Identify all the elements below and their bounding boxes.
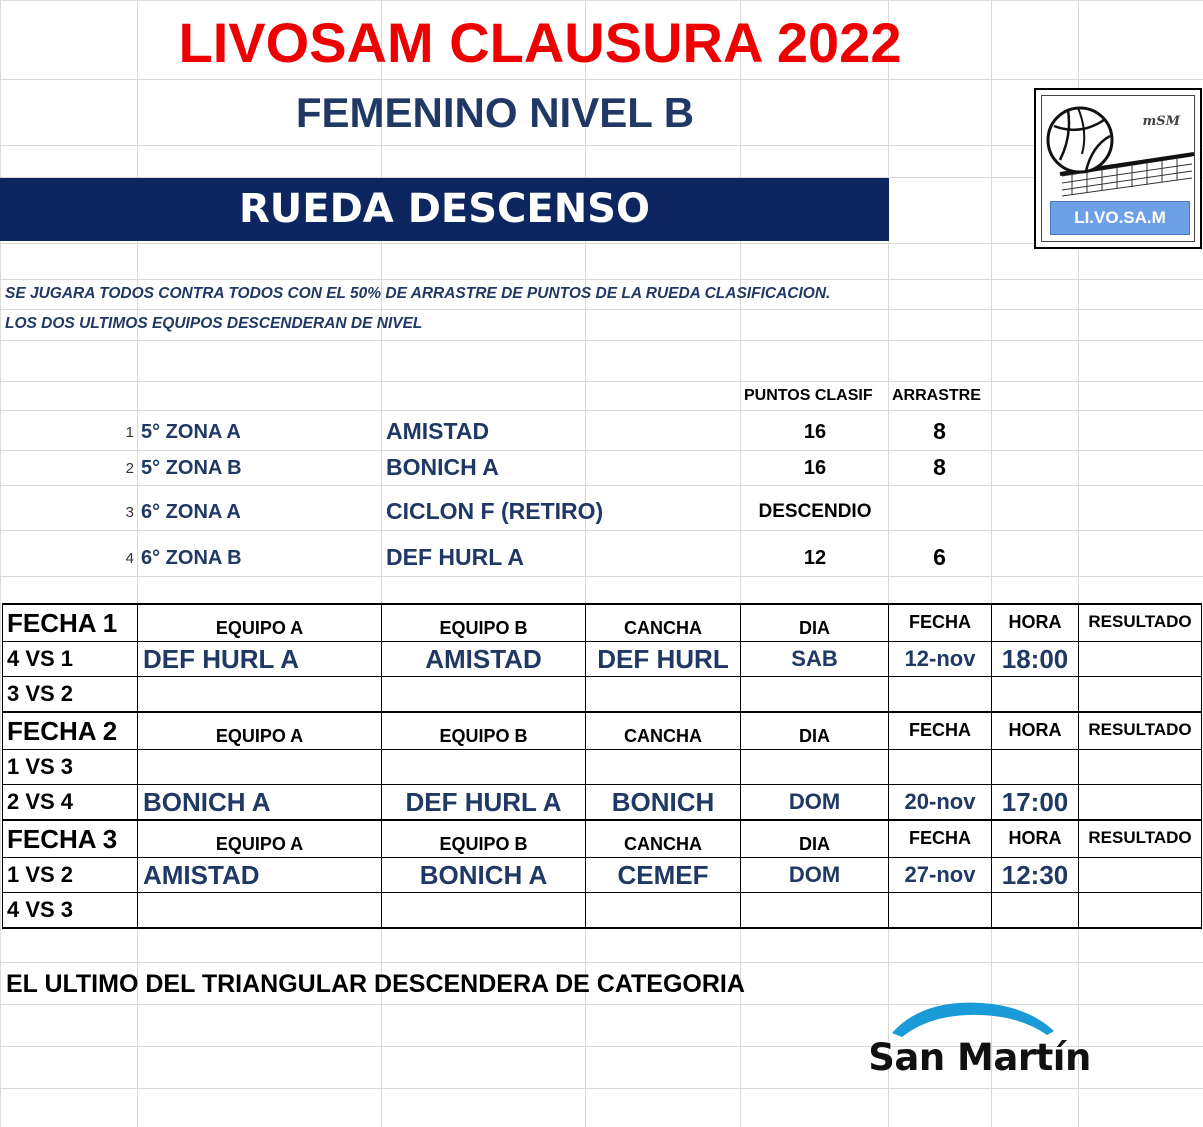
match-team-b: BONICH A bbox=[382, 858, 586, 893]
gridline bbox=[0, 243, 1203, 244]
col-header-day: DIA bbox=[741, 604, 889, 642]
standing-index: 1 bbox=[125, 424, 134, 441]
round-label: FECHA 3 bbox=[3, 820, 138, 858]
standing-zone: 6° ZONA A bbox=[141, 501, 241, 523]
col-header-result: RESULTADO bbox=[1079, 820, 1202, 858]
section-banner-label: RUEDA DESCENSO bbox=[239, 186, 650, 232]
match-team-a bbox=[138, 750, 382, 785]
footer-note: EL ULTIMO DEL TRIANGULAR DESCENDERA DE CATEGORIA bbox=[6, 970, 745, 998]
col-header-result: RESULTADO bbox=[1079, 712, 1202, 750]
match-time bbox=[992, 750, 1079, 785]
match-team-b bbox=[382, 893, 586, 929]
standing-index: 4 bbox=[125, 550, 134, 567]
logo-frame bbox=[1041, 95, 1195, 242]
col-header-date: FECHA bbox=[889, 712, 992, 750]
match-pair: 1 VS 2 bbox=[3, 858, 138, 893]
match-team-b bbox=[382, 677, 586, 713]
match-date bbox=[889, 750, 992, 785]
col-header-time: HORA bbox=[992, 820, 1079, 858]
match-pair: 4 VS 3 bbox=[3, 893, 138, 929]
standing-points: 12 bbox=[803, 547, 827, 569]
standing-points: DESCENDIO bbox=[758, 501, 872, 522]
gridline bbox=[0, 450, 1203, 451]
gridline bbox=[0, 530, 1203, 531]
round-header-row bbox=[3, 712, 1202, 750]
rules-note-1: SE JUGARA TODOS CONTRA TODOS CON EL 50% DE ARRASTRE DE PUNTOS DE LA RUEDA CLASIFICACION. bbox=[5, 285, 831, 302]
match-court: CEMEF bbox=[586, 858, 741, 893]
gridline bbox=[381, 0, 382, 1127]
standing-carry: 8 bbox=[933, 454, 946, 480]
col-header-day: DIA bbox=[741, 820, 889, 858]
match-pair: 2 VS 4 bbox=[3, 785, 138, 821]
match-row bbox=[3, 677, 1202, 713]
gridline bbox=[0, 381, 1203, 382]
col-header-date: FECHA bbox=[889, 820, 992, 858]
league-logo bbox=[1034, 88, 1202, 249]
col-header-team-b: EQUIPO B bbox=[382, 820, 586, 858]
match-team-b bbox=[382, 750, 586, 785]
match-time bbox=[992, 893, 1079, 929]
match-day bbox=[741, 677, 889, 713]
match-date bbox=[889, 893, 992, 929]
gridline bbox=[0, 279, 1203, 280]
match-day bbox=[741, 750, 889, 785]
match-result bbox=[1079, 642, 1202, 677]
col-header-date: FECHA bbox=[889, 604, 992, 642]
match-day bbox=[741, 893, 889, 929]
match-team-a: DEF HURL A bbox=[138, 642, 382, 677]
rules-note-2: LOS DOS ULTIMOS EQUIPOS DESCENDERAN DE NIVEL bbox=[5, 315, 423, 332]
round-label: FECHA 1 bbox=[3, 604, 138, 642]
match-result bbox=[1079, 893, 1202, 929]
round-header-row bbox=[3, 604, 1202, 642]
match-date: 20-nov bbox=[889, 785, 992, 821]
standing-team: DEF HURL A bbox=[386, 544, 524, 570]
standing-zone: 5° ZONA A bbox=[141, 421, 241, 443]
match-team-a bbox=[138, 677, 382, 713]
gridline bbox=[137, 0, 138, 1127]
gridline bbox=[585, 0, 586, 1127]
match-day: SAB bbox=[741, 642, 889, 677]
volleyball-net-icon bbox=[1042, 96, 1198, 204]
match-row bbox=[3, 785, 1202, 821]
match-day: DOM bbox=[741, 785, 889, 821]
match-row bbox=[3, 858, 1202, 893]
carry-column-header: ARRASTRE bbox=[892, 387, 981, 404]
col-header-team-a: EQUIPO A bbox=[138, 604, 382, 642]
section-banner bbox=[0, 178, 889, 241]
col-header-court: CANCHA bbox=[586, 712, 741, 750]
points-column-header: PUNTOS CLASIF bbox=[744, 387, 873, 404]
match-result bbox=[1079, 677, 1202, 713]
gridline bbox=[0, 79, 1203, 80]
match-time: 18:00 bbox=[992, 642, 1079, 677]
col-header-result: RESULTADO bbox=[1079, 604, 1202, 642]
match-team-b: AMISTAD bbox=[382, 642, 586, 677]
standing-carry: 8 bbox=[933, 418, 946, 444]
logo-brand: mSM bbox=[1142, 114, 1180, 129]
gridline bbox=[0, 576, 1203, 577]
gridline bbox=[0, 340, 1203, 341]
match-day: DOM bbox=[741, 858, 889, 893]
match-court bbox=[586, 677, 741, 713]
round-label: FECHA 2 bbox=[3, 712, 138, 750]
match-result bbox=[1079, 750, 1202, 785]
match-court: DEF HURL bbox=[586, 642, 741, 677]
standing-points: 16 bbox=[803, 421, 827, 443]
gridline bbox=[0, 1088, 1203, 1089]
gridline bbox=[0, 145, 1203, 146]
gridline bbox=[0, 410, 1203, 411]
standing-zone: 5° ZONA B bbox=[141, 457, 242, 479]
match-time: 12:30 bbox=[992, 858, 1079, 893]
match-court: BONICH bbox=[586, 785, 741, 821]
match-date: 12-nov bbox=[889, 642, 992, 677]
col-header-team-a: EQUIPO A bbox=[138, 820, 382, 858]
standing-carry: 6 bbox=[933, 544, 946, 570]
col-header-day: DIA bbox=[741, 712, 889, 750]
col-header-team-a: EQUIPO A bbox=[138, 712, 382, 750]
col-header-team-b: EQUIPO B bbox=[382, 712, 586, 750]
page-title: LIVOSAM CLAUSURA 2022 bbox=[178, 11, 902, 74]
standing-index: 2 bbox=[125, 460, 134, 477]
match-court bbox=[586, 893, 741, 929]
match-team-a: AMISTAD bbox=[138, 858, 382, 893]
match-time: 17:00 bbox=[992, 785, 1079, 821]
match-row bbox=[3, 750, 1202, 785]
match-team-b: DEF HURL A bbox=[382, 785, 586, 821]
sponsor-name: San Martín bbox=[868, 1036, 1091, 1079]
match-pair: 1 VS 3 bbox=[3, 750, 138, 785]
standing-team: AMISTAD bbox=[386, 418, 490, 444]
standing-zone: 6° ZONA B bbox=[141, 547, 242, 569]
match-row bbox=[3, 893, 1202, 929]
fixtures-table bbox=[2, 603, 1202, 929]
standing-points: 16 bbox=[803, 457, 827, 479]
standing-team: CICLON F (RETIRO) bbox=[386, 498, 604, 524]
page-subtitle: FEMENINO NIVEL B bbox=[295, 89, 695, 136]
match-result bbox=[1079, 858, 1202, 893]
col-header-court: CANCHA bbox=[586, 820, 741, 858]
match-pair: 4 VS 1 bbox=[3, 642, 138, 677]
gridline bbox=[0, 962, 1203, 963]
col-header-team-b: EQUIPO B bbox=[382, 604, 586, 642]
standing-index: 3 bbox=[125, 504, 134, 521]
gridline bbox=[0, 309, 1203, 310]
match-time bbox=[992, 677, 1079, 713]
gridline bbox=[991, 0, 992, 1127]
gridline bbox=[0, 485, 1203, 486]
match-row bbox=[3, 642, 1202, 677]
match-date bbox=[889, 677, 992, 713]
round-header-row bbox=[3, 820, 1202, 858]
match-pair: 3 VS 2 bbox=[3, 677, 138, 713]
col-header-time: HORA bbox=[992, 604, 1079, 642]
logo-label: LI.VO.SA.M bbox=[1050, 201, 1190, 235]
col-header-time: HORA bbox=[992, 712, 1079, 750]
match-date: 27-nov bbox=[889, 858, 992, 893]
match-team-a bbox=[138, 893, 382, 929]
sponsor-logo bbox=[862, 995, 1097, 1085]
match-court bbox=[586, 750, 741, 785]
standing-team: BONICH A bbox=[386, 454, 499, 480]
match-team-a: BONICH A bbox=[138, 785, 382, 821]
match-result bbox=[1079, 785, 1202, 821]
col-header-court: CANCHA bbox=[586, 604, 741, 642]
